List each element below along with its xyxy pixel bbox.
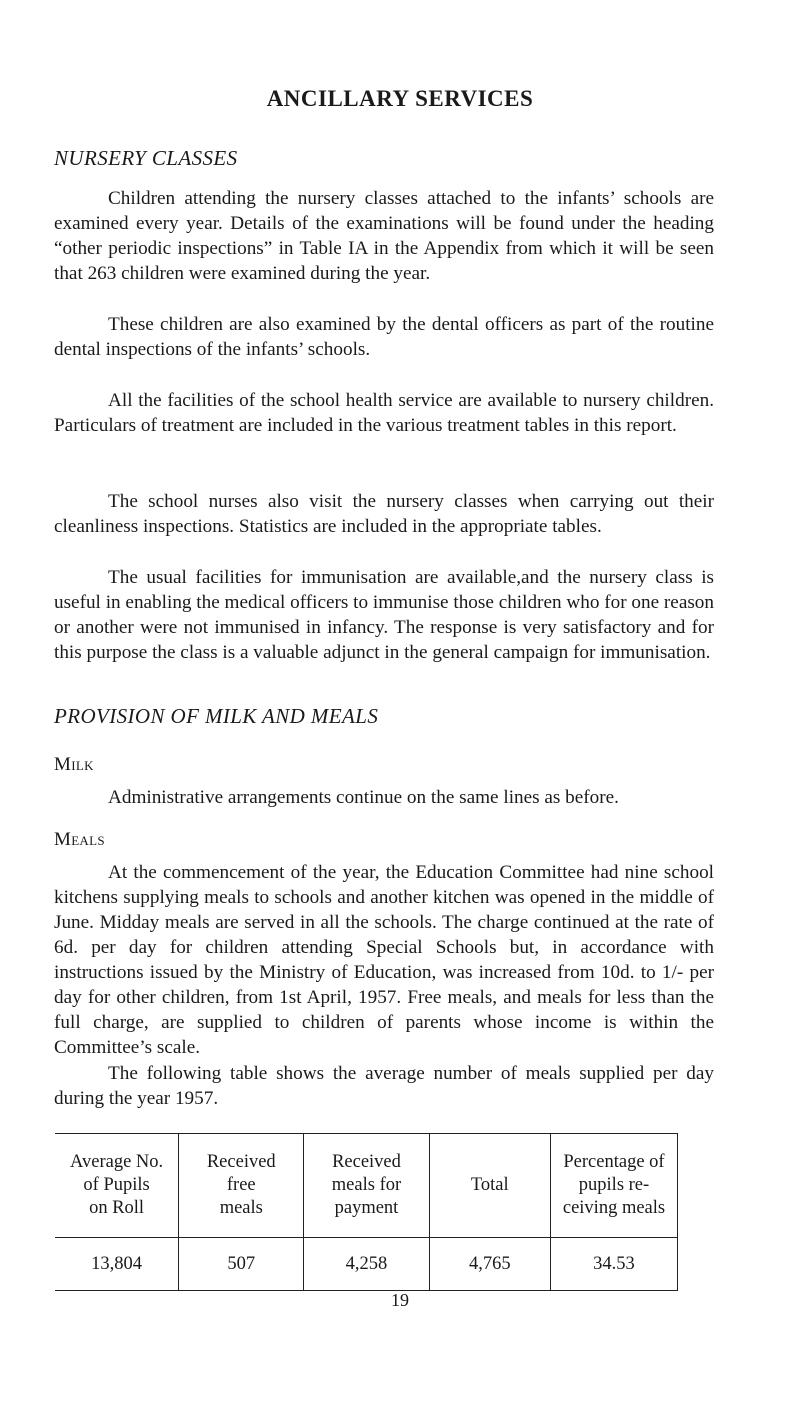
meals-paragraph-1: At the commencement of the year, the Education Committee had nine school kitchens supplying meals to schools and another kitchen was opened in the middle of June. Midday meals are served in all the schools. The charge continued at the rate of 6d. per day for children attending Special Schools but, in accordance with instructions issued by the Ministry of Education, was increased from 10d. to 1/- per day for other children, from 1st April, 1957. Free meals, and meals for less than the full charge, are supplied to children of parents whose income is within the Committee’s scale. xyxy=(54,862,714,1059)
header-total xyxy=(429,1134,550,1238)
page-title: ANCILLARY SERVICES xyxy=(266,86,534,111)
table-row xyxy=(55,1238,678,1291)
milk-paragraph: Administrative arrangements continue on the same lines as before. xyxy=(108,787,619,809)
nursery-paragraph-1: Children attending the nursery classes attached to the infants’ schools are examined every year. Details of the examinations will be found under the heading “other periodic inspections” in Table IA in the Appendix from which it will be seen that 263 children were examined during the year. xyxy=(54,188,714,285)
header-free-meals xyxy=(179,1134,304,1238)
header-line: on Roll xyxy=(89,1198,145,1218)
meals-heading: Meals xyxy=(54,829,105,850)
header-line: pupils re- xyxy=(578,1175,650,1195)
header-percentage xyxy=(550,1134,677,1238)
cell-paid-meals: 4,258 xyxy=(304,1238,429,1291)
header-average-pupils xyxy=(55,1134,179,1238)
header-line: of Pupils xyxy=(83,1175,150,1195)
meals-paragraph-2: The following table shows the average number of meals supplied per day during the year 1957. xyxy=(54,1063,714,1110)
nursery-classes-heading: NURSERY CLASSES xyxy=(54,146,238,170)
table-header-row xyxy=(55,1134,678,1238)
cell-total: 4,765 xyxy=(429,1238,550,1291)
header-line: payment xyxy=(334,1198,399,1218)
cell-percentage: 34.53 xyxy=(550,1238,677,1291)
header-line: free xyxy=(226,1175,256,1195)
header-paid-meals xyxy=(304,1134,429,1238)
header-line: ceiving meals xyxy=(562,1198,666,1218)
meals-table xyxy=(55,1133,678,1291)
header-line: Average No. xyxy=(70,1152,164,1172)
header-line: Percentage of xyxy=(563,1152,665,1172)
nursery-paragraph-4: The school nurses also visit the nursery classes when carrying out their cleanliness inspections. Statistics are included in the appropriate tables. xyxy=(54,491,714,538)
cell-average-pupils: 13,804 xyxy=(55,1238,179,1291)
header-line: Received xyxy=(206,1152,276,1172)
cell-free-meals: 507 xyxy=(179,1238,304,1291)
nursery-paragraph-3: All the facilities of the school health service are available to nursery children. Particulars of treatment are included in the various treatment tables in this report. xyxy=(54,390,714,437)
header-line: Received xyxy=(332,1152,401,1172)
provision-heading: PROVISION OF MILK AND MEALS xyxy=(54,704,379,728)
nursery-paragraph-5: The usual facilities for immunisation are available,and the nursery class is useful in enabling the medical officers to immunise those children who for one reason or another were not immunised in infancy. The response is very satisfactory and for this purpose the class is a valuable adjunct in the general campaign for immunisation. xyxy=(54,567,714,664)
milk-heading: Milk xyxy=(54,754,94,775)
header-line: Total xyxy=(470,1175,509,1195)
page-number: 19 xyxy=(391,1290,409,1310)
nursery-paragraph-2: These children are also examined by the dental officers as part of the routine dental inspections of the infants’ schools. xyxy=(54,314,714,361)
header-line: meals for xyxy=(331,1175,402,1195)
header-line: meals xyxy=(219,1198,263,1218)
